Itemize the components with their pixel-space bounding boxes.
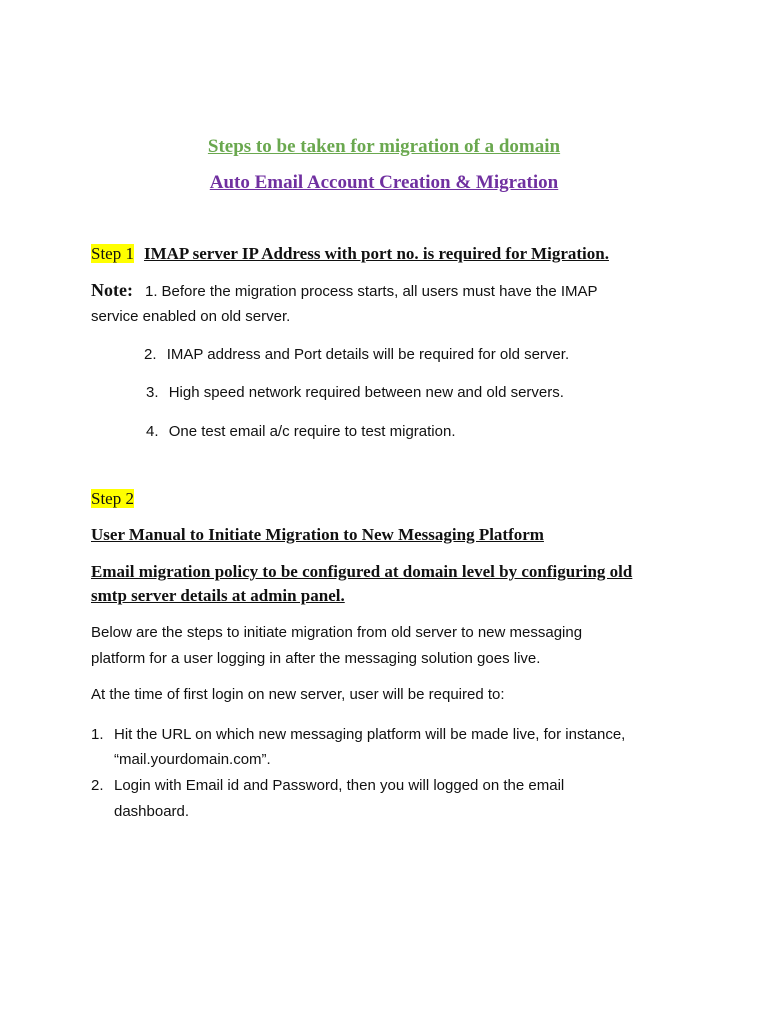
note-item-4-text: One test email a/c require to test migration. xyxy=(168,423,456,440)
step2-label: Step 2 xyxy=(91,489,134,508)
step2-heading-policy-line1: Email migration policy to be configured at domain level by configuring old xyxy=(91,562,633,581)
step2-heading-user-manual: User Manual to Initiate Migration to New Messaging Platform xyxy=(91,525,544,544)
note-item-4 xyxy=(146,423,455,440)
note-item-2-number: 2. xyxy=(144,346,157,363)
list-item-1-continuation: “mail.yourdomain.com”. xyxy=(114,751,271,768)
note-item-3-number: 3. xyxy=(146,384,159,401)
note-row xyxy=(91,280,598,301)
list-item xyxy=(91,726,626,743)
note-label: Note: xyxy=(91,280,133,300)
step2-paragraph-1-line1: Below are the steps to initiate migration from old server to new messaging xyxy=(91,624,583,641)
note-item-3 xyxy=(146,384,564,401)
step1-label: Step 1 xyxy=(91,244,134,263)
page-title: Steps to be taken for migration of a domain xyxy=(207,136,561,157)
note-item-3-text: High speed network required between new and old servers. xyxy=(168,384,564,401)
page-subtitle: Auto Email Account Creation & Migration xyxy=(209,172,559,193)
list-item-1-number: 1. xyxy=(91,726,104,743)
list-item-2-text: Login with Email id and Password, then you will logged on the email xyxy=(114,777,565,794)
note-item-1-text: Before the migration process starts, all users must have the IMAP xyxy=(161,283,598,300)
note-item-1-number: 1. xyxy=(144,283,158,300)
step2-heading-policy-line2: smtp server details at admin panel. xyxy=(91,586,345,605)
step2-paragraph-2: At the time of first login on new server, user will be required to: xyxy=(91,686,505,703)
note-item-2-text: IMAP address and Port details will be required for old server. xyxy=(166,346,570,363)
list-item xyxy=(91,777,565,794)
note-item-1-continuation: service enabled on old server. xyxy=(91,308,291,325)
list-item-1-text: Hit the URL on which new messaging platform will be made live, for instance, xyxy=(114,726,626,743)
step1-row xyxy=(91,244,609,264)
list-item-2-continuation: dashboard. xyxy=(114,803,190,820)
note-item-4-number: 4. xyxy=(146,423,159,440)
step2-paragraph-1-line2: platform for a user logging in after the messaging solution goes live. xyxy=(91,650,541,667)
list-item-2-number: 2. xyxy=(91,777,104,794)
step2-label-row xyxy=(91,489,134,509)
note-item-2 xyxy=(144,346,569,363)
step1-text: IMAP server IP Address with port no. is required for Migration. xyxy=(143,244,609,263)
